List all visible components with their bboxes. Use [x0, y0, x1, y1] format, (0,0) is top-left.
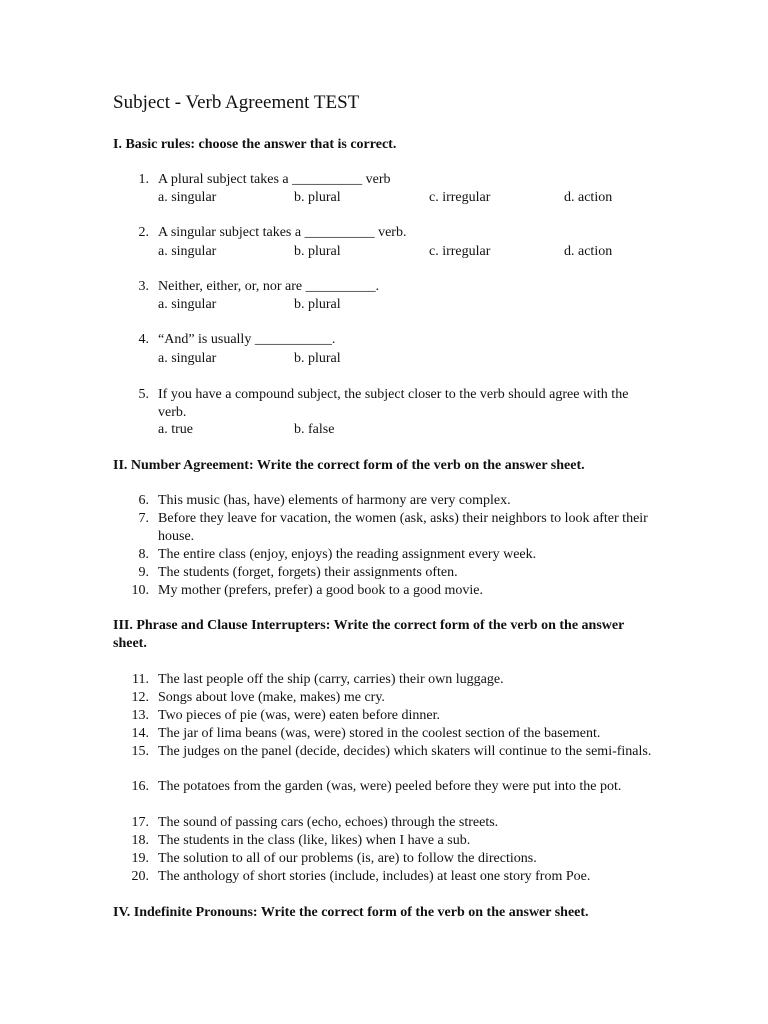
question-number: 18. — [131, 833, 149, 848]
option-a: a. true — [158, 422, 193, 437]
question-number: 9. — [138, 565, 149, 580]
option-b: b. plural — [294, 351, 341, 366]
question-text: The entire class (enjoy, enjoys) the reading assignment every week. — [158, 547, 537, 562]
option-b: b. plural — [294, 244, 341, 259]
question-text: If you have a compound subject, the subject closer to the verb should agree with the verb. — [158, 387, 629, 420]
question-text: This music (has, have) elements of harmony are very complex. — [158, 493, 511, 508]
question-number: 11. — [132, 672, 149, 687]
question-text: The anthology of short stories (include, includes) at least one story from Poe. — [158, 869, 591, 884]
option-d: d. action — [564, 190, 613, 205]
question-number: 3. — [138, 279, 149, 294]
page-title: Subject - Verb Agreement TEST — [113, 92, 360, 113]
question-number: 5. — [138, 387, 149, 402]
question-text: The students (forget, forgets) their assignments often. — [158, 565, 458, 580]
question-text: A plural subject takes a __________ verb — [158, 172, 391, 187]
question-number: 15. — [131, 744, 149, 759]
question-text: Two pieces of pie (was, were) eaten before dinner. — [158, 708, 441, 723]
question-text: A singular subject takes a __________ verb. — [158, 225, 407, 240]
question-text: The jar of lima beans (was, were) stored in the coolest section of the basement. — [158, 726, 601, 741]
question-text: Songs about love (make, makes) me cry. — [158, 690, 385, 705]
option-b: b. false — [294, 422, 335, 437]
question-text: The sound of passing cars (echo, echoes) through the streets. — [158, 815, 499, 830]
option-b: b. plural — [294, 190, 341, 205]
question-number: 13. — [131, 708, 149, 723]
question-number: 2. — [138, 225, 149, 240]
question-text: Before they leave for vacation, the women (ask, asks) their neighbors to look after their house. — [158, 511, 648, 544]
question-number: 12. — [131, 690, 149, 705]
option-c: c. irregular — [429, 244, 491, 259]
question-number: 1. — [138, 172, 149, 187]
option-b: b. plural — [294, 297, 341, 312]
section-2-heading: II. Number Agreement: Write the correct form of the verb on the answer sheet. — [113, 458, 585, 473]
option-a: a. singular — [158, 297, 217, 312]
question-number: 19. — [131, 851, 149, 866]
question-text: “And” is usually ___________. — [158, 332, 336, 347]
question-number: 7. — [138, 511, 149, 526]
question-number: 16. — [131, 779, 149, 794]
option-a: a. singular — [158, 190, 217, 205]
question-text: Neither, either, or, nor are __________. — [158, 279, 380, 294]
question-number: 20. — [131, 869, 149, 884]
option-d: d. action — [564, 244, 613, 259]
question-text: The solution to all of our problems (is, are) to follow the directions. — [158, 851, 537, 866]
question-number: 6. — [138, 493, 149, 508]
section-3-heading: III. Phrase and Clause Interrupters: Write the correct form of the verb on the answer sheet. — [113, 618, 625, 651]
section-4-heading: IV. Indefinite Pronouns: Write the correct form of the verb on the answer sheet. — [113, 905, 589, 920]
question-number: 14. — [131, 726, 149, 741]
question-text: My mother (prefers, prefer) a good book to a good movie. — [158, 583, 484, 598]
question-number: 10. — [131, 583, 149, 598]
question-text: The potatoes from the garden (was, were) peeled before they were put into the pot. — [158, 779, 622, 794]
question-number: 4. — [138, 332, 149, 347]
question-text: The last people off the ship (carry, carries) their own luggage. — [158, 672, 504, 687]
question-text: The students in the class (like, likes) when I have a sub. — [158, 833, 471, 848]
section-1-heading: I. Basic rules: choose the answer that is correct. — [113, 137, 397, 152]
question-text: The judges on the panel (decide, decides) which skaters will continue to the semi-finals. — [158, 744, 652, 759]
option-a: a. singular — [158, 351, 217, 366]
question-number: 17. — [131, 815, 149, 830]
option-c: c. irregular — [429, 190, 491, 205]
question-number: 8. — [138, 547, 149, 562]
option-a: a. singular — [158, 244, 217, 259]
